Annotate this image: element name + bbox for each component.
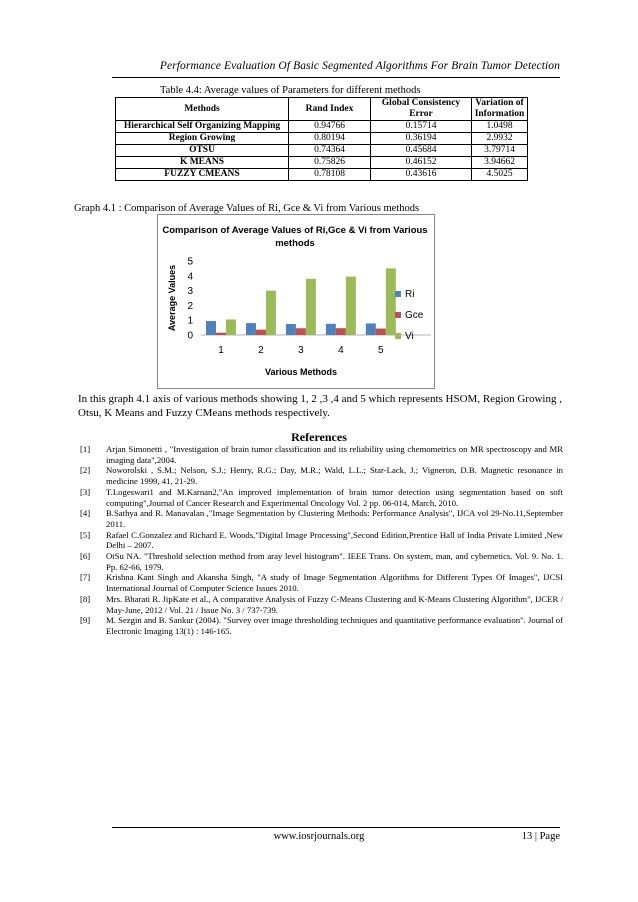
- reference-item: [80, 530, 563, 551]
- rand-index-cell: 0.94766: [289, 121, 371, 133]
- bar-gce-2: [256, 330, 266, 335]
- x-tick-label: 1: [218, 345, 224, 356]
- column-header-voi: Variation of Information: [472, 98, 528, 121]
- bar-ri-1: [206, 321, 216, 335]
- reference-item: [80, 594, 563, 615]
- graph-caption: Graph 4.1 : Comparison of Average Values of Ri, Gce & Vi from Various methods: [74, 203, 420, 214]
- column-header-methods: Methods: [116, 98, 289, 121]
- bar-ri-3: [286, 324, 296, 335]
- y-tick-label: 3: [187, 286, 193, 298]
- gce-cell: 0.45684: [371, 145, 472, 157]
- chart-container: [157, 214, 435, 389]
- reference-text: M. Sezgin and B. Sankur (2004). "Survey over image thresholding techniques and quantitative performance evaluation". Journal of Electronic Imaging 13(1) : 146-165.: [106, 615, 563, 636]
- footer-url: www.iosrjournals.org: [273, 831, 365, 842]
- method-cell: K MEANS: [116, 157, 289, 169]
- bar-gce-4: [336, 328, 346, 335]
- reference-text: Krishna Kant Singh and Akansha Singh, "A study of Image Segmentation Algorithms for Different Types Of Images", IJCSI International Journal of Computer Science Issues 2010.: [106, 572, 563, 594]
- table-header-row: [116, 98, 528, 121]
- parameters-table: [115, 97, 528, 181]
- y-tick-label: 5: [187, 256, 193, 268]
- legend-label-ri: Ri: [405, 289, 415, 300]
- legend-label-vi: Vi: [405, 331, 414, 342]
- reference-text: Arjan Simonetti , "Investigation of brain tumor classification and its reliability using chemometrics on MR spectroscopy and MR imaging data",2004.: [106, 444, 563, 465]
- table-row: [116, 157, 528, 169]
- reference-number: [4]: [80, 508, 91, 519]
- y-tick-label: 1: [187, 315, 193, 327]
- voi-cell: 1.0498: [472, 121, 528, 133]
- bar-vi-1: [226, 319, 236, 335]
- reference-item: [80, 572, 563, 593]
- chart-title-line-2: methods: [275, 238, 315, 249]
- bar-ri-2: [246, 323, 256, 335]
- reference-number: [5]: [80, 529, 91, 540]
- page-number: 13 | Page: [521, 831, 560, 842]
- rand-index-cell: 0.78108: [289, 169, 371, 181]
- references-heading: References: [291, 430, 347, 444]
- bar-gce-5: [376, 329, 386, 335]
- header-rule: [112, 77, 560, 78]
- reference-item: [80, 551, 563, 572]
- bar-vi-3: [306, 279, 316, 335]
- voi-cell: 3.79714: [472, 145, 528, 157]
- reference-number: [2]: [80, 465, 91, 476]
- x-tick-label: 4: [338, 345, 344, 356]
- reference-number: [6]: [80, 551, 91, 562]
- x-tick-label: 5: [378, 345, 384, 356]
- legend-swatch-ri: [395, 291, 401, 297]
- footer-rule: [112, 827, 560, 828]
- reference-text: Mrs. Bharati R. JipKate et al., A comparative Analysis of Fuzzy C-Means Clustering and K-Means Clustering Algorithm", IJCER / May-June, 2012 / Vol. 21 / Issue No. 3 / 737-739.: [106, 593, 563, 615]
- bar-ri-4: [326, 324, 336, 335]
- method-cell: Region Growing: [116, 133, 289, 145]
- reference-text: Noworolski , S.M.; Nelson, S.J.; Henry, R.G.; Day, M.R.; Wald, L.L.; Star-Lack, J.; Vigneron, D.B. Magnetic resonance in medicine 1999, 41, 21-29.: [106, 465, 563, 487]
- bar-gce-1: [216, 333, 226, 335]
- bar-vi-2: [266, 291, 276, 335]
- x-tick-label: 3: [298, 345, 304, 356]
- legend-label-gce: Gce: [405, 310, 424, 321]
- references-list: [80, 444, 563, 637]
- bar-gce-3: [296, 328, 306, 335]
- bar-chart: [158, 215, 434, 388]
- voi-cell: 2.9932: [472, 133, 528, 145]
- rand-index-cell: 0.80194: [289, 133, 371, 145]
- voi-cell: 3.94662: [472, 157, 528, 169]
- reference-text: OtSu NA. "Threshold selection method from aray level histogram". IEEE Trans. On system, man, and cybernetics. Vol. 9. No. 1. Pp. 62-66, 1979.: [106, 551, 563, 572]
- gce-cell: 0.43616: [371, 169, 472, 181]
- y-tick-label: 0: [187, 330, 193, 342]
- voi-cell: 4.5025: [472, 169, 528, 181]
- column-header-rand-index: Rand Index: [289, 98, 371, 121]
- reference-item: [80, 444, 563, 465]
- y-tick-label: 4: [187, 271, 193, 283]
- reference-item: [80, 487, 563, 508]
- table-row: [116, 133, 528, 145]
- reference-text: B.Sathya and R. Manavalan ,"Image Segmentation by Clustering Methods: Performance Analysis", IJCA vol 29-No.11,September 2011.: [106, 508, 563, 529]
- method-cell: Hierarchical Self Organizing Mapping: [116, 121, 289, 133]
- method-cell: FUZZY CMEANS: [116, 169, 289, 181]
- rand-index-cell: 0.75826: [289, 157, 371, 169]
- reference-item: [80, 615, 563, 636]
- reference-number: [3]: [80, 486, 91, 497]
- bar-vi-5: [386, 268, 396, 335]
- method-cell: OTSU: [116, 145, 289, 157]
- y-tick-label: 2: [187, 300, 193, 312]
- reference-number: [9]: [80, 615, 91, 626]
- reference-item: [80, 465, 563, 486]
- graph-description: In this graph 4.1 axis of various methods showing 1, 2 ,3 ,4 and 5 which represents HSOM, Region Growing , Otsu, K Means and Fuzzy CMeans methods respectively.: [78, 393, 562, 419]
- chart-title-line-1: Comparison of Average Values of Ri,Gce & Vi from Various: [162, 225, 428, 236]
- reference-text: T.Logeswari1 and M.Karnan2,"An improved implementation of brain tumor detection using segmentation based on soft computing",Journal of Cancer Research and Experimental Oncology Vol. 2 pp. 06-014, March, 2010.: [106, 486, 563, 508]
- reference-item: [80, 508, 563, 529]
- x-axis-label: Various Methods: [264, 367, 338, 377]
- running-header: Performance Evaluation Of Basic Segmented Algorithms For Brain Tumor Detection: [159, 60, 560, 72]
- reference-number: [8]: [80, 593, 91, 604]
- reference-text: Rafael C.Gonzalez and Richard E. Woods,"Digital Image Processing",Second Edition,Prentice Hall of India Private Limited ,New Delhi – 2007.: [106, 529, 563, 551]
- y-axis-label: Average Values: [167, 264, 177, 332]
- bar-ri-5: [366, 323, 376, 335]
- rand-index-cell: 0.74364: [289, 145, 371, 157]
- column-header-gce: Global Consistency Error: [371, 98, 472, 121]
- table-caption: Table 4.4: Average values of Parameters for different methods: [160, 85, 421, 96]
- table-row: [116, 169, 528, 181]
- table-row: [116, 121, 528, 133]
- gce-cell: 0.15714: [371, 121, 472, 133]
- gce-cell: 0.46152: [371, 157, 472, 169]
- legend-swatch-gce: [395, 312, 401, 318]
- legend-swatch-vi: [395, 333, 401, 339]
- x-tick-label: 2: [258, 345, 264, 356]
- gce-cell: 0.36194: [371, 133, 472, 145]
- reference-number: [7]: [80, 572, 91, 583]
- table-row: [116, 145, 528, 157]
- bar-vi-4: [346, 277, 356, 335]
- reference-number: [1]: [80, 444, 91, 454]
